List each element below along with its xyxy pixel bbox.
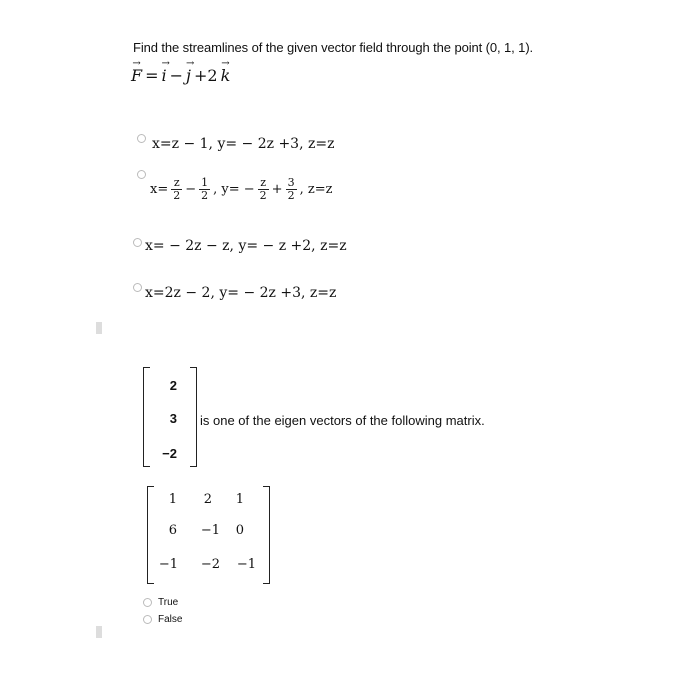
equals-sign: = <box>145 66 159 85</box>
option-d-label: x=2z − 2, y= − 2z +3, z=z <box>145 285 337 301</box>
matrix-cell-r3c2: −2 <box>200 557 220 572</box>
option-b-label: x= $\frac{z}{2}$ − $\frac{1}{2}$ , y= − $\frac{z}{2}$ + $\frac{3}{2}$ , z=z <box>150 176 333 202</box>
vector-field-equation <box>131 58 231 85</box>
matrix-cell-r3c1: −1 <box>158 557 178 572</box>
eigenvector-statement: is one of the eigen vectors of the following matrix. <box>200 413 485 428</box>
matrix-cell-r1c2: 2 <box>203 492 212 507</box>
option-false-label: False <box>158 614 183 625</box>
eigenvector-left-bracket <box>143 367 150 467</box>
eigenvector-entry-3: −2 <box>162 446 177 461</box>
radio-true[interactable] <box>143 598 152 607</box>
eigenvector-entry-1: 2 <box>169 378 177 393</box>
option-c-label: x= − 2z − z, y= − z +2, z=z <box>145 238 347 254</box>
left-margin-mark-2 <box>96 626 102 638</box>
minus-sign: − <box>169 66 184 85</box>
matrix-cell-r1c1: 1 <box>168 492 177 507</box>
matrix-cell-r2c2: −1 <box>200 523 220 538</box>
eigenvector-entry-2: 3 <box>169 411 177 426</box>
eigenvector-right-bracket <box>190 367 197 467</box>
vector-f-symbol: → F <box>131 58 143 85</box>
question-1-title: Find the streamlines of the given vector field through the point (0, 1, 1). <box>133 40 534 55</box>
option-true-label: True <box>158 597 179 608</box>
matrix-cell-r1c3: 1 <box>235 492 244 507</box>
matrix-cell-r3c3: −1 <box>236 557 256 572</box>
radio-option-c[interactable] <box>133 238 142 247</box>
radio-option-b[interactable] <box>137 170 146 179</box>
plus-two: +2 <box>194 66 218 85</box>
matrix-cell-r2c1: 6 <box>168 523 177 538</box>
vector-i-symbol: → i <box>161 58 170 85</box>
radio-option-d[interactable] <box>133 283 142 292</box>
matrix-cell-r2c3: 0 <box>235 523 244 538</box>
radio-option-a[interactable] <box>137 134 146 143</box>
vector-k-symbol: → k <box>220 58 231 85</box>
vector-j-symbol: → j <box>186 58 195 85</box>
left-margin-mark <box>96 322 102 334</box>
option-a-label: x=z − 1, y= − 2z +3, z=z <box>152 136 335 152</box>
matrix-right-bracket <box>263 486 270 584</box>
radio-false[interactable] <box>143 615 152 624</box>
